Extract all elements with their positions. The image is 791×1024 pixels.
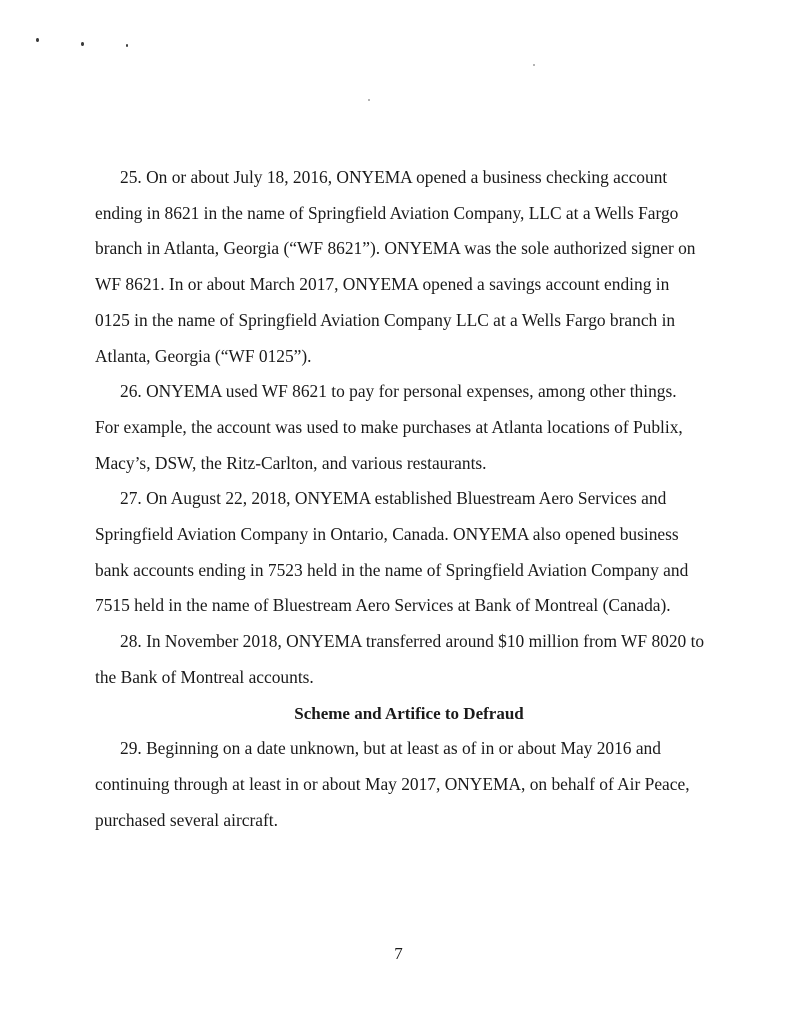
- scan-speck: [368, 99, 370, 101]
- scan-speck: [533, 64, 535, 66]
- scan-speck: [36, 38, 39, 42]
- paragraph-27: 27. On August 22, 2018, ONYEMA established Bluestream Aero Services and Springfield Aviation Company in Ontario, Canada. ONYEMA also opened business bank accounts ending in 7523 held in the name of Springfield Aviation Company and 7515 held in the name of Bluestream Aero Services at Bank of Montreal (Canada).: [95, 488, 689, 616]
- page-number: 7: [394, 944, 403, 963]
- paragraph-26: 26. ONYEMA used WF 8621 to pay for personal expenses, among other things. For example, the account was used to make purchases at Atlanta locations of Publix, Macy’s, DSW, the Ritz-Carlton, and various restaurants.: [95, 381, 683, 473]
- section-heading: Scheme and Artifice to Defraud: [294, 703, 524, 723]
- scan-speck: [126, 44, 128, 47]
- paragraph-28: 28. In November 2018, ONYEMA transferred around $10 million from WF 8020 to the Bank of Montreal accounts.: [95, 631, 705, 687]
- scan-speck: [81, 42, 84, 46]
- document-body: [95, 160, 705, 838]
- paragraph-25: 25. On or about July 18, 2016, ONYEMA opened a business checking account ending in 8621 in the name of Springfield Aviation Company, LLC at a Wells Fargo branch in Atlanta, Georgia (“WF 8621”). ONYEMA was the sole authorized signer on WF 8621. In or about March 2017, ONYEMA opened a savings account ending in 0125 in the name of Springfield Aviation Company LLC at a Wells Fargo branch in Atlanta, Georgia (“WF 0125”).: [95, 167, 696, 366]
- paragraph-29: 29. Beginning on a date unknown, but at least as of in or about May 2016 and continuing through at least in or about May 2017, ONYEMA, on behalf of Air Peace, purchased several aircraft.: [95, 738, 690, 830]
